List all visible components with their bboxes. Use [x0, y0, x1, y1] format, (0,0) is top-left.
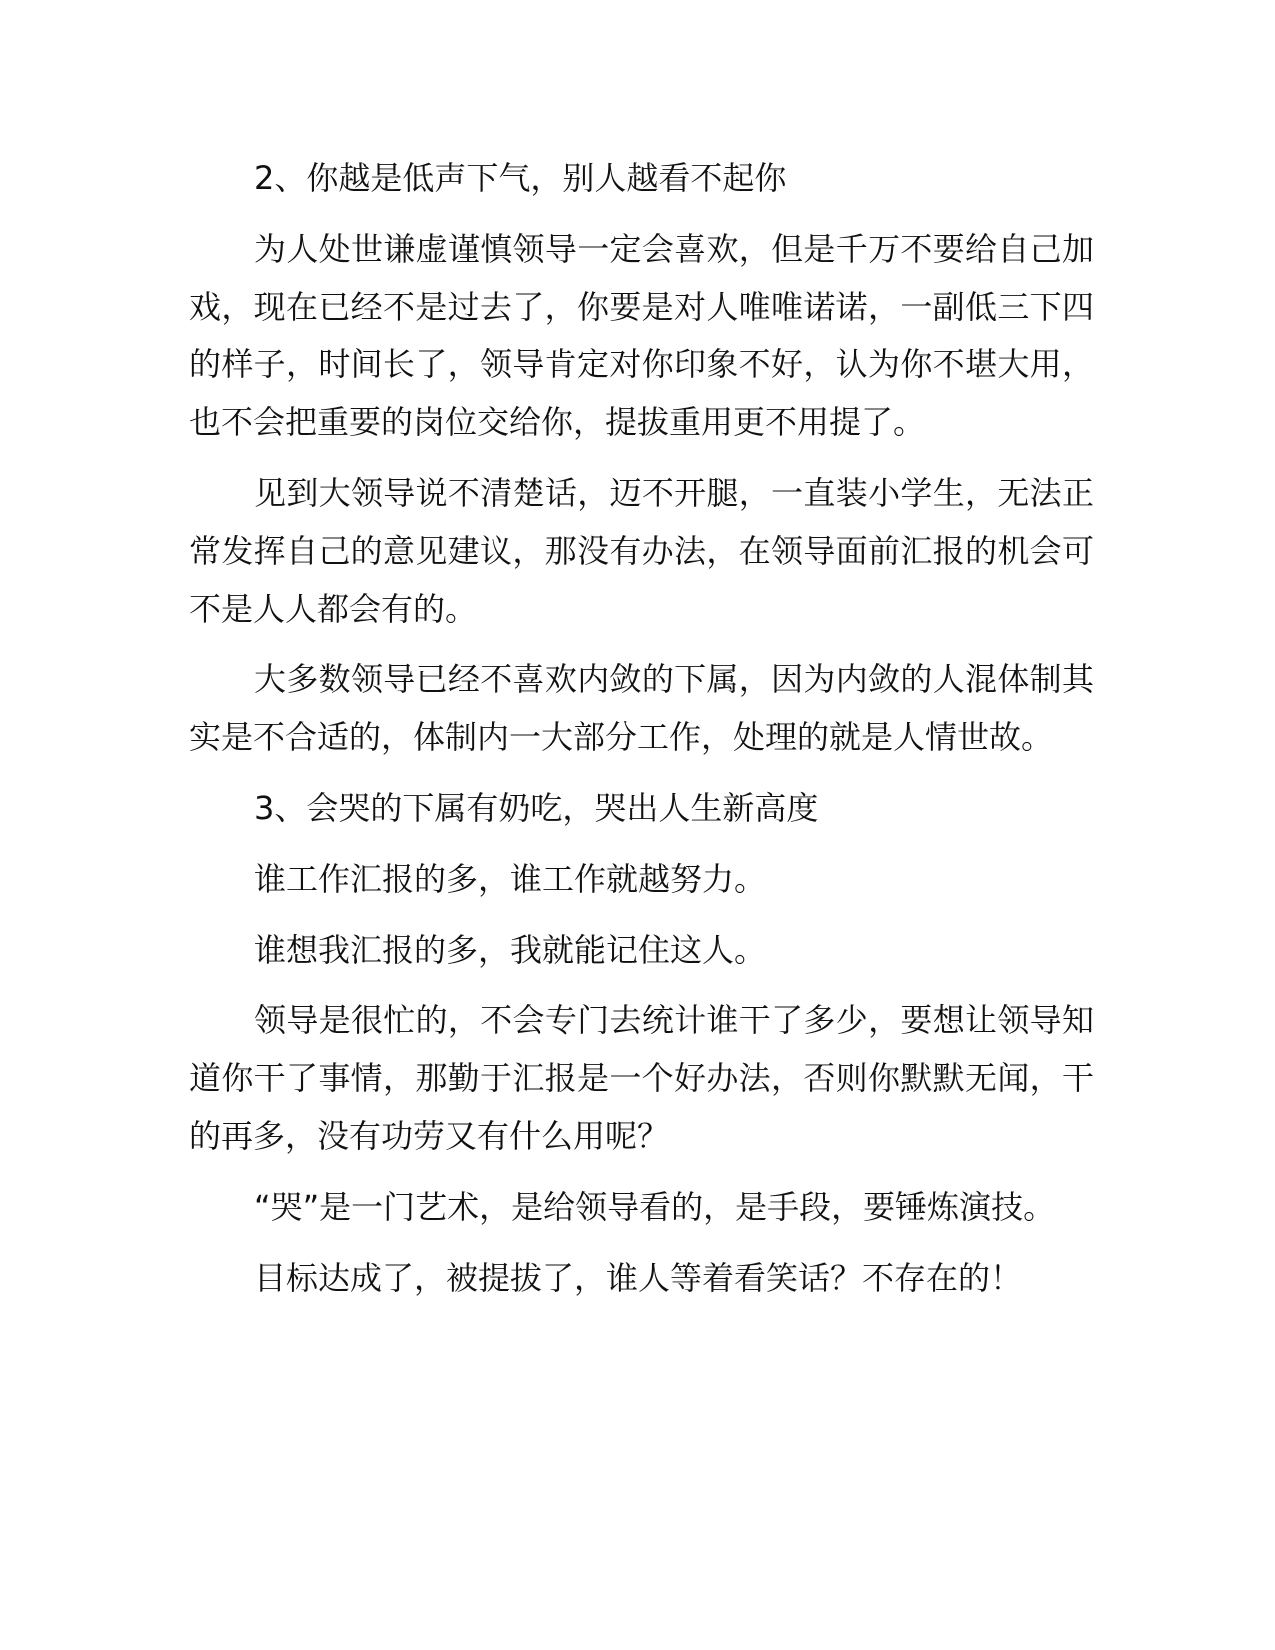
paragraph: 领导是很忙的，不会专门去统计谁干了多少，要想让领导知道你干了事情，那勤于汇报是一个好办法，否则你默默无闻，干的再多，没有功劳又有什么用呢？ — [189, 1001, 1094, 1155]
paragraph: 见到大领导说不清楚话，迈不开腿，一直装小学生，无法正常发挥自己的意见建议，那没有办法，在领导面前汇报的机会可不是人人都会有的。 — [189, 473, 1094, 628]
paragraph: 为人处世谦虚谨慎领导一定会喜欢，但是千万不要给自己加戏，现在已经不是过去了，你要是对人唯唯诺诺，一副低三下四的样子，时间长了，领导肯定对你印象不好，认为你不堪大用，也不会把重要的岗位交给你，提拔重用更不用提了。 — [189, 229, 1094, 442]
paragraph: 谁工作汇报的多，谁工作就越努力。 — [254, 859, 767, 898]
section-heading: 2、你越是低声下气，别人越看不起你 — [254, 159, 787, 197]
document-body — [189, 150, 1094, 1320]
paragraph: 谁想我汇报的多，我就能记住这人。 — [254, 930, 767, 969]
paragraph: 目标达成了，被提拔了，谁人等着看笑话？不存在的！ — [254, 1258, 1023, 1297]
section-heading: 3、会哭的下属有奶吃，哭出人生新高度 — [254, 788, 819, 827]
paragraph: “哭”是一门艺术，是给领导看的，是手段，要锤炼演技。 — [254, 1187, 1056, 1226]
paragraph: 大多数领导已经不喜欢内敛的下属，因为内敛的人混体制其实是不合适的，体制内一大部分工作，处理的就是人情世故。 — [189, 660, 1094, 757]
